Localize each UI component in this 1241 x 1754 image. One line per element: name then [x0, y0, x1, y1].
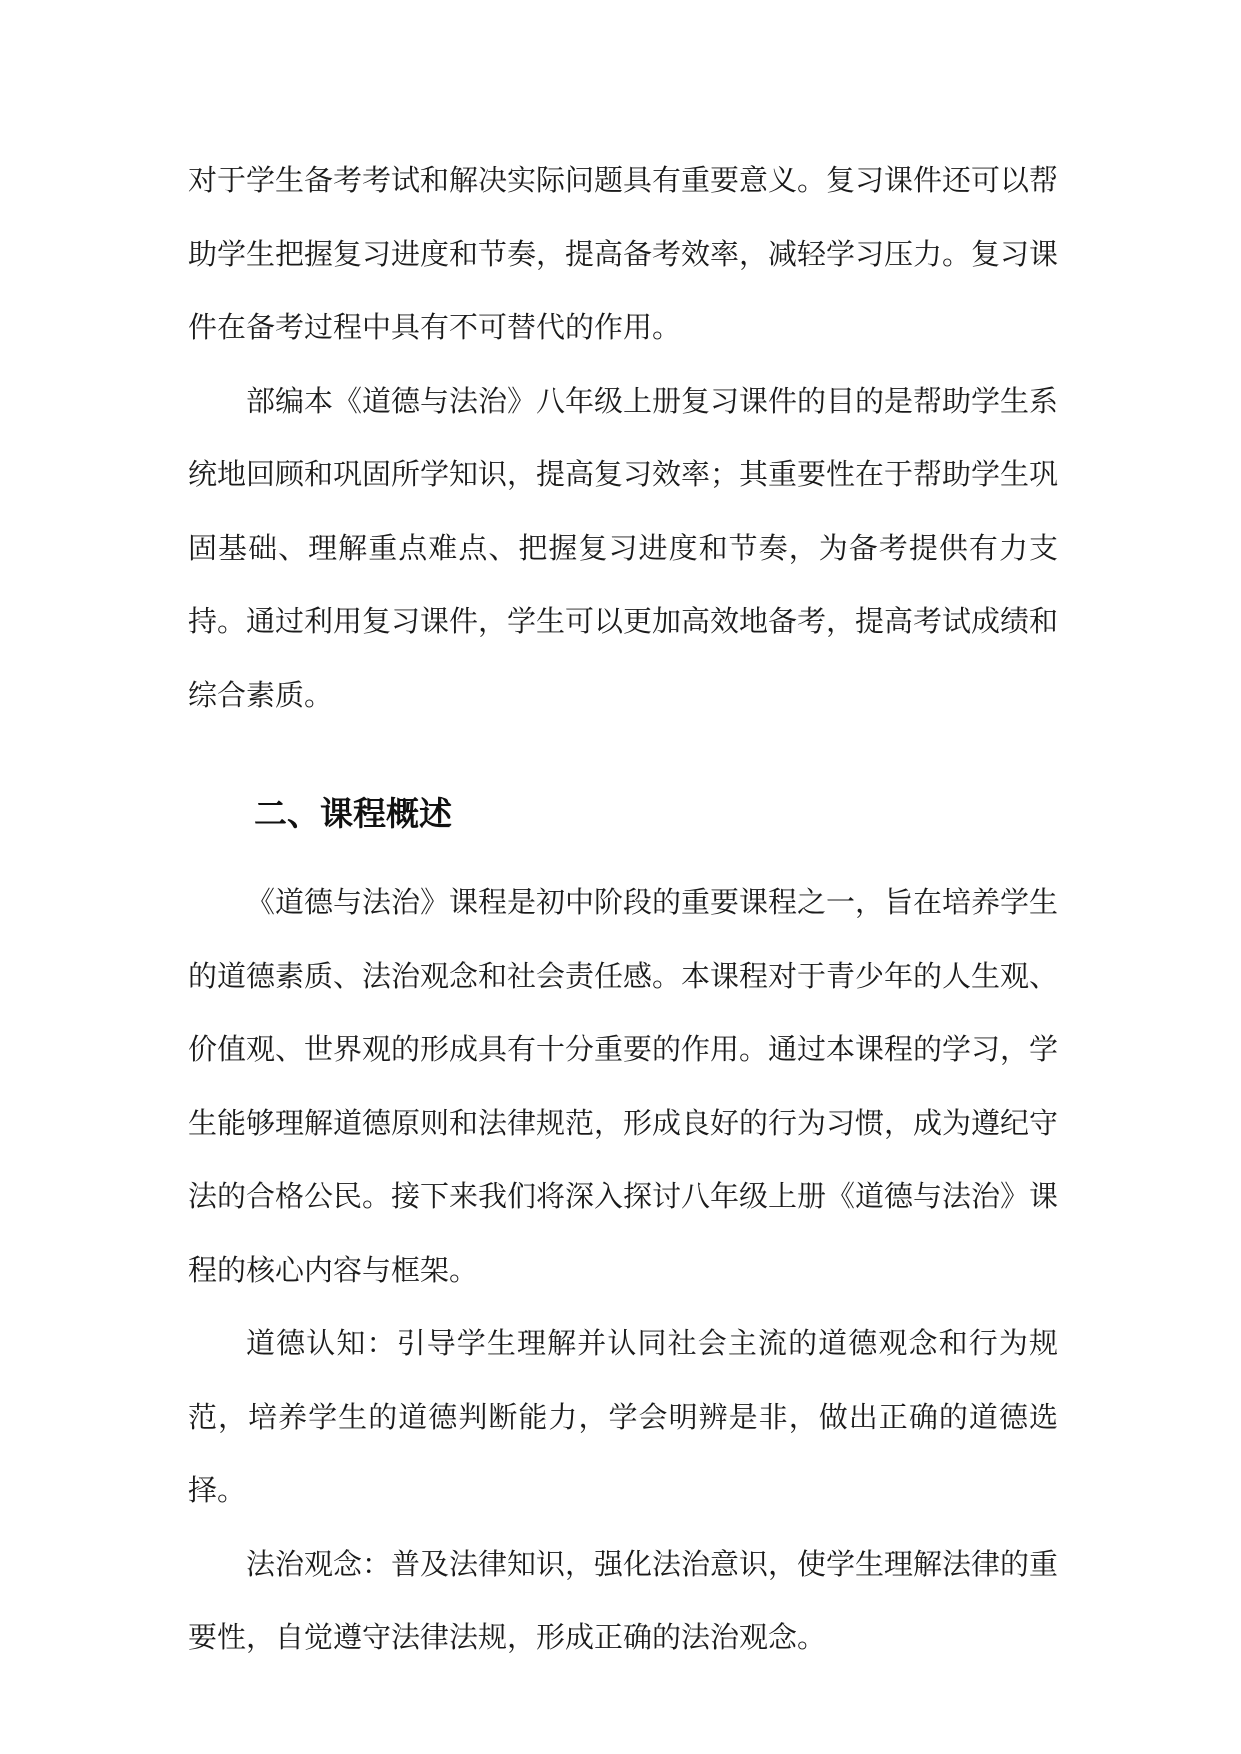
paragraph-purpose: 部编本《道德与法治》八年级上册复习课件的目的是帮助学生系统地回顾和巩固所学知识，提高复习效率；其重要性在于帮助学生巩固基础、理解重点难点、把握复习进度和节奏，为备考提供有力支持。通过利用复习课件，学生可以更加高效地备考，提高考试成绩和综合素质。 [188, 383, 1059, 712]
paragraph-moral-cognition: 道德认知：引导学生理解并认同社会主流的道德观念和行为规范，培养学生的道德判断能力，学会明辨是非，做出正确的道德选择。 [188, 1326, 1058, 1507]
paragraph-continuation: 对于学生备考考试和解决实际问题具有重要意义。复习课件还可以帮助学生把握复习进度和节奏，提高备考效率，减轻学习压力。复习课件在备考过程中具有不可替代的作用。 [188, 163, 1059, 344]
document-body [188, 144, 1058, 1675]
paragraph-course-overview: 《道德与法治》课程是初中阶段的重要课程之一，旨在培养学生的道德素质、法治观念和社会责任感。本课程对于青少年的人生观、价值观、世界观的形成具有十分重要的作用。通过本课程的学习，学生能够理解道德原则和法律规范，形成良好的行为习惯，成为遵纪守法的合格公民。接下来我们将深入探讨八年级上册《道德与法治》课程的核心内容与框架。 [188, 885, 1059, 1287]
paragraph-rule-of-law: 法治观念：普及法律知识，强化法治意识，使学生理解法律的重要性，自觉遵守法律法规，形成正确的法治观念。 [188, 1546, 1059, 1654]
section-heading: 二、课程概述 [254, 794, 452, 833]
